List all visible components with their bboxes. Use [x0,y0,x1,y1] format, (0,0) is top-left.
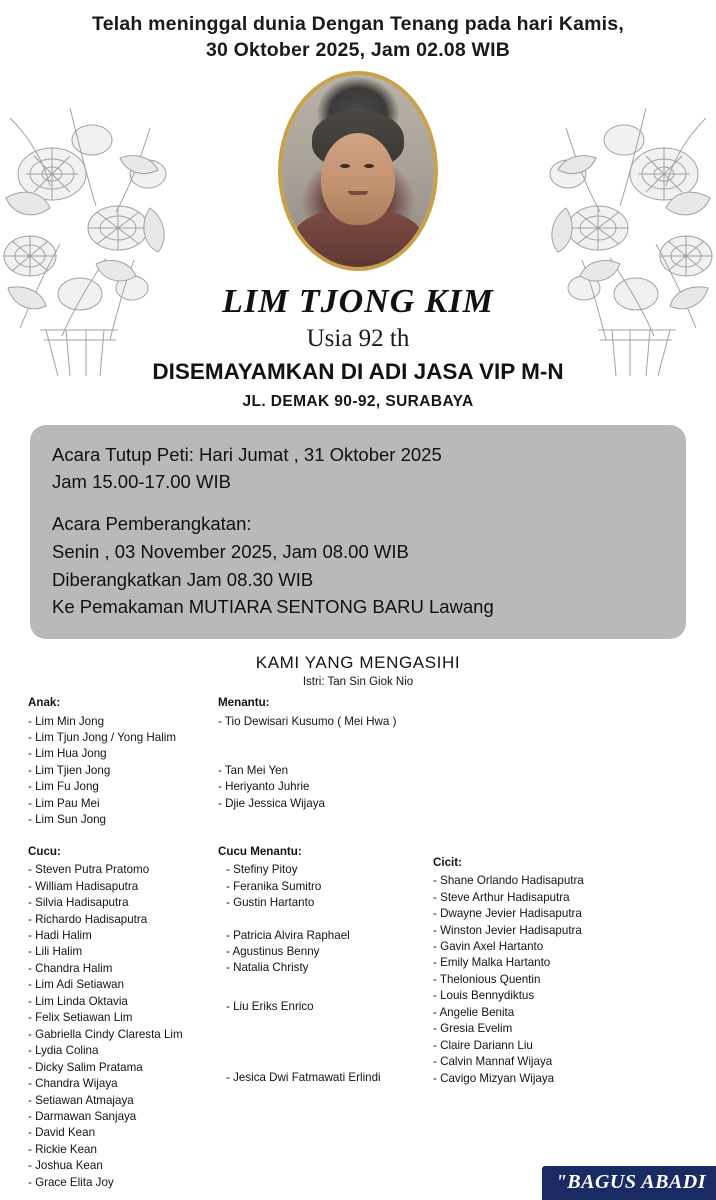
family-lists [0,695,716,1191]
list-item: - Gresia Evelim [433,1022,513,1036]
menantu-spacer-2 [218,752,433,763]
cucu-menantu-spacer-2 [218,977,433,999]
list-item: - Thelonious Quentin [433,972,541,986]
deceased-name: LIM TJONG KIM [222,283,494,321]
pemberangkatan-title: Acara Pemberangkatan: [52,513,252,535]
header-line-1: Telah meninggal dunia Dengan Tenang pada hari Kamis, [92,13,624,35]
list-item: - Chandra Wijaya [28,1077,118,1091]
pemakaman-location: Ke Pemakaman MUTIARA SENTONG BARU Lawang [52,596,494,618]
list-item: - Angelie Benita [433,1005,515,1019]
list-item: - Jesica Dwi Fatmawati Erlindi [226,1071,381,1085]
anak-title: Anak: [28,696,61,710]
cucu-menantu-spacer-4 [218,1037,433,1059]
funeral-venue: DISEMAYAMKAN DI ADI JASA VIP M-N [152,358,564,384]
list-item: - Emily Malka Hartanto [433,956,551,970]
list-item: - Cavigo Mizyan Wijaya [433,1071,555,1085]
list-item: - Calvin Mannaf Wijaya [433,1055,553,1069]
list-item: - Shane Orlando Hadisaputra [433,874,584,888]
list-item: - Richardo Hadisaputra [28,912,148,926]
column-menantu [218,695,433,812]
portrait-mouth [348,191,368,195]
schedule-panel [30,425,686,640]
list-item: - Gabriella Cindy Claresta Lim [28,1027,183,1041]
list-item: - Rickie Kean [28,1142,97,1156]
column-cucu [28,844,218,1192]
spouse-name: Istri: Tan Sin Giok Nio [302,676,414,689]
list-item: - William Hadisaputra [28,879,139,893]
menantu-spacer [218,730,433,752]
list-item: - Patricia Alvira Raphael [226,928,350,942]
portrait-eye-left [340,164,350,168]
list-item: - Lim Min Jong [28,714,105,728]
list-item: - Hadi Halim [28,929,92,942]
list-item: - Darmawan Sanjaya [28,1109,137,1123]
name-block [0,283,716,410]
header [0,0,716,69]
funeral-home-banner: "BAGUS ABADI [542,1166,716,1200]
portrait-eye-right [364,164,374,168]
column-cucu-menantu [218,844,433,1087]
list-item: - Louis Bennydiktus [433,989,535,1003]
list-item: - Silvia Hadisaputra [28,896,129,910]
family-row-children [28,695,688,829]
list-item: - Steve Arthur Hadisaputra [433,890,570,904]
family-heading: KAMI YANG MENGASIHI [255,653,461,673]
column-anak [28,695,218,829]
cucu-title: Cucu: [28,844,61,858]
tutup-peti-time: Jam 15.00-17.00 WIB [52,471,231,493]
list-item: - Lim Fu Jong [28,780,99,794]
cucu-menantu-spacer-5 [218,1059,433,1070]
portrait-frame [278,71,438,271]
list-item: - Setiawan Atmajaya [28,1093,134,1107]
list-item: - Claire Dariann Liu [433,1038,533,1052]
list-item: - Stefiny Pitoy [226,863,298,877]
cucu-menantu-spacer-3 [218,1015,433,1037]
list-item: - Tio Dewisari Kusumo ( Mei Hwa ) [218,714,397,728]
family-row-grandchildren [28,844,688,1192]
list-item: - Liu Eriks Enrico [226,999,314,1013]
portrait [278,71,438,271]
list-item: - Chandra Halim [28,961,113,975]
list-item: - Lim Tjun Jong / Yong Halim [28,731,177,745]
list-item: - Dicky Salim Pratama [28,1060,143,1074]
deceased-age: Usia 92 th [306,324,410,352]
list-item: - Lim Tjien Jong [28,763,111,777]
list-item: - Felix Setiawan Lim [28,1011,133,1025]
list-item: - Lim Linda Oktavia [28,994,128,1008]
list-item: - Natalia Christy [226,961,309,975]
portrait-face [321,133,395,225]
list-item: - Agustinus Benny [226,945,320,958]
pemberangkatan-date: Senin , 03 November 2025, Jam 08.00 WIB [52,540,409,562]
list-item: - Lim Sun Jong [28,813,106,827]
list-item: - Lili Halim [28,945,83,959]
cucu-menantu-title: Cucu Menantu: [218,844,302,858]
cicit-offset [433,844,663,855]
column-cicit [433,844,663,1087]
list-item: - Lim Adi Setiawan [28,978,125,992]
list-item: - Lydia Colina [28,1044,99,1058]
list-item: - Steven Putra Pratomo [28,863,150,877]
cucu-menantu-spacer-1 [218,912,433,928]
tutup-peti-title: Acara Tutup Peti: Hari Jumat , 31 Oktober 2025 [52,443,442,465]
list-item: - Feranika Sumitro [226,879,322,893]
list-item: - Grace Elita Joy [28,1175,114,1189]
funeral-address: JL. DEMAK 90-92, SURABAYA [242,392,474,410]
portrait-photo [282,75,434,267]
list-item: - Dwayne Jevier Hadisaputra [433,907,582,921]
menantu-title: Menantu: [218,696,270,710]
list-item: - Heriyanto Juhrie [218,780,310,794]
list-item: - Lim Hua Jong [28,747,107,761]
list-item: - Joshua Kean [28,1159,103,1173]
list-item: - Gustin Hartanto [226,896,315,910]
list-item: - Djie Jessica Wijaya [218,796,325,810]
list-item: - Tan Mei Yen [218,764,289,778]
header-line-2: 30 Oktober 2025, Jam 02.08 WIB [205,38,511,61]
list-item: - Gavin Axel Hartanto [433,940,544,953]
pemberangkatan-time: Diberangkatkan Jam 08.30 WIB [52,568,314,590]
list-item: - David Kean [28,1126,96,1140]
cicit-title: Cicit: [433,855,462,869]
list-item: - Winston Jevier Hadisaputra [433,923,582,937]
list-item: - Lim Pau Mei [28,796,100,810]
schedule-divider [52,496,664,510]
